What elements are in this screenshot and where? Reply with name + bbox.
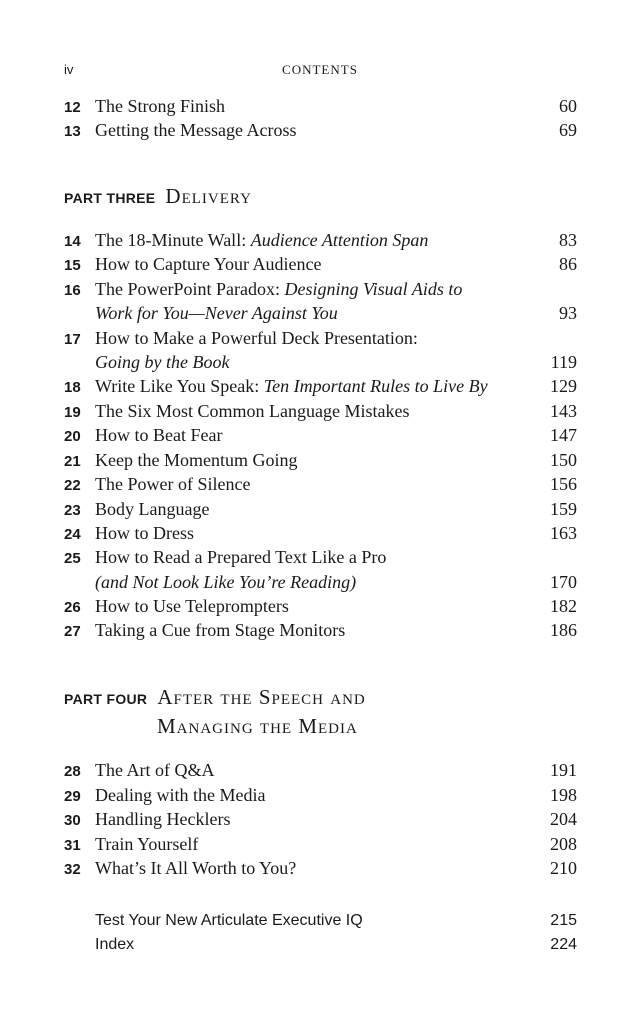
toc-entry[interactable] <box>64 230 577 254</box>
chapter-number: 14 <box>64 233 81 250</box>
chapter-number: 12 <box>64 99 81 116</box>
page-number: 60 <box>559 96 577 116</box>
toc-entry[interactable] <box>64 596 577 620</box>
toc-entry-continued[interactable] <box>64 352 577 376</box>
toc-entry[interactable] <box>64 523 577 547</box>
chapter-number: 18 <box>64 379 81 396</box>
page-folio: iv <box>64 62 74 77</box>
page-number: 215 <box>550 912 577 929</box>
chapter-title: How to Dress <box>95 523 194 543</box>
toc-entry[interactable] <box>64 785 577 809</box>
back-matter-title: Index <box>95 936 135 953</box>
part-label: PART FOUR <box>64 691 148 707</box>
chapter-title: The PowerPoint Paradox: Designing Visual Aids to <box>95 279 463 299</box>
toc-entry[interactable] <box>64 279 577 303</box>
toc-entry[interactable] <box>64 96 577 120</box>
toc-entry[interactable] <box>64 425 577 449</box>
toc-entry[interactable] <box>64 474 577 498</box>
chapter-number: 17 <box>64 331 81 348</box>
chapter-number: 27 <box>64 623 81 640</box>
chapter-title: Getting the Message Across <box>95 120 297 140</box>
toc-entry[interactable] <box>64 120 577 144</box>
chapter-title: Write Like You Speak: Ten Important Rules to Live By <box>95 376 488 396</box>
page-number: 150 <box>550 450 577 470</box>
page-number: 147 <box>550 425 577 445</box>
chapter-title: Train Yourself <box>95 834 199 854</box>
part-heading <box>64 184 252 214</box>
chapter-number: 20 <box>64 428 81 445</box>
page-number: 83 <box>559 230 577 250</box>
toc-entry[interactable] <box>64 376 577 400</box>
page-number: 86 <box>559 254 577 274</box>
chapter-title: The Art of Q&A <box>95 760 215 780</box>
running-head <box>64 60 576 82</box>
chapter-number: 13 <box>64 123 81 140</box>
chapter-title: How to Capture Your Audience <box>95 254 322 274</box>
page-number: 182 <box>550 596 577 616</box>
page-number: 204 <box>550 809 577 829</box>
toc-entry[interactable] <box>64 328 577 352</box>
toc-entry[interactable] <box>64 809 577 833</box>
toc-entry-continued[interactable] <box>64 303 577 327</box>
part-label: PART THREE <box>64 190 156 206</box>
chapter-title-continued: Going by the Book <box>95 352 230 372</box>
chapter-title: How to Read a Prepared Text Like a Pro <box>95 547 387 567</box>
chapter-title: The 18-Minute Wall: Audience Attention Span <box>95 230 429 250</box>
page-number: 210 <box>550 858 577 878</box>
chapter-title-continued: Work for You—Never Against You <box>95 303 338 323</box>
page-number: 191 <box>550 760 577 780</box>
chapter-number: 22 <box>64 477 81 494</box>
chapter-number: 32 <box>64 861 81 878</box>
chapter-number: 16 <box>64 282 81 299</box>
chapter-title: Keep the Momentum Going <box>95 450 298 470</box>
running-title: CONTENTS <box>282 62 358 77</box>
toc-entry[interactable] <box>64 760 577 784</box>
toc-entry[interactable] <box>64 834 577 858</box>
chapter-title: How to Use Teleprompters <box>95 596 289 616</box>
page-number: 186 <box>550 620 577 640</box>
chapter-title: How to Beat Fear <box>95 425 223 445</box>
chapter-title: The Six Most Common Language Mistakes <box>95 401 410 421</box>
page-number: 163 <box>550 523 577 543</box>
chapter-number: 24 <box>64 526 81 543</box>
chapter-title-continued: (and Not Look Like You’re Reading) <box>95 572 357 592</box>
page-number: 159 <box>550 499 577 519</box>
chapter-title: Taking a Cue from Stage Monitors <box>95 620 346 640</box>
chapter-number: 29 <box>64 788 81 805</box>
chapter-number: 25 <box>64 550 81 567</box>
chapter-number: 21 <box>64 453 81 470</box>
toc-back-matter[interactable] <box>64 934 577 958</box>
page-number: 208 <box>550 834 577 854</box>
chapter-title: The Power of Silence <box>95 474 251 494</box>
page-number: 156 <box>550 474 577 494</box>
chapter-number: 28 <box>64 763 81 780</box>
chapter-number: 19 <box>64 404 81 421</box>
toc-back-matter[interactable] <box>64 910 577 934</box>
page-number: 93 <box>559 303 577 323</box>
toc-entry[interactable] <box>64 620 577 644</box>
part-title: Delivery <box>165 184 252 208</box>
chapter-number: 30 <box>64 812 81 829</box>
back-matter-title: Test Your New Articulate Executive IQ <box>95 912 363 929</box>
page-number: 224 <box>550 936 577 953</box>
toc-entry[interactable] <box>64 547 577 571</box>
chapter-title: Handling Hecklers <box>95 809 231 829</box>
toc-entry[interactable] <box>64 450 577 474</box>
page-number: 143 <box>550 401 577 421</box>
chapter-title: Body Language <box>95 499 210 519</box>
chapter-title: What’s It All Worth to You? <box>95 858 297 878</box>
chapter-title: The Strong Finish <box>95 96 226 116</box>
chapter-number: 15 <box>64 257 81 274</box>
page-number: 119 <box>550 352 577 372</box>
page-number: 170 <box>550 572 577 592</box>
chapter-title: How to Make a Powerful Deck Presentation: <box>95 328 418 348</box>
toc-entry[interactable] <box>64 401 577 425</box>
part-heading <box>64 685 366 715</box>
toc-entry[interactable] <box>64 858 577 882</box>
toc-entry[interactable] <box>64 254 577 278</box>
page-number: 198 <box>550 785 577 805</box>
chapter-number: 26 <box>64 599 81 616</box>
page-number: 69 <box>559 120 577 140</box>
toc-entry-continued[interactable] <box>64 572 577 596</box>
toc-entry[interactable] <box>64 499 577 523</box>
chapter-number: 31 <box>64 837 81 854</box>
chapter-number: 23 <box>64 502 81 519</box>
page-number: 129 <box>550 376 577 396</box>
part-title: After the Speech and <box>157 685 366 709</box>
part-title-line-2: Managing the Media <box>157 714 358 738</box>
chapter-title: Dealing with the Media <box>95 785 266 805</box>
